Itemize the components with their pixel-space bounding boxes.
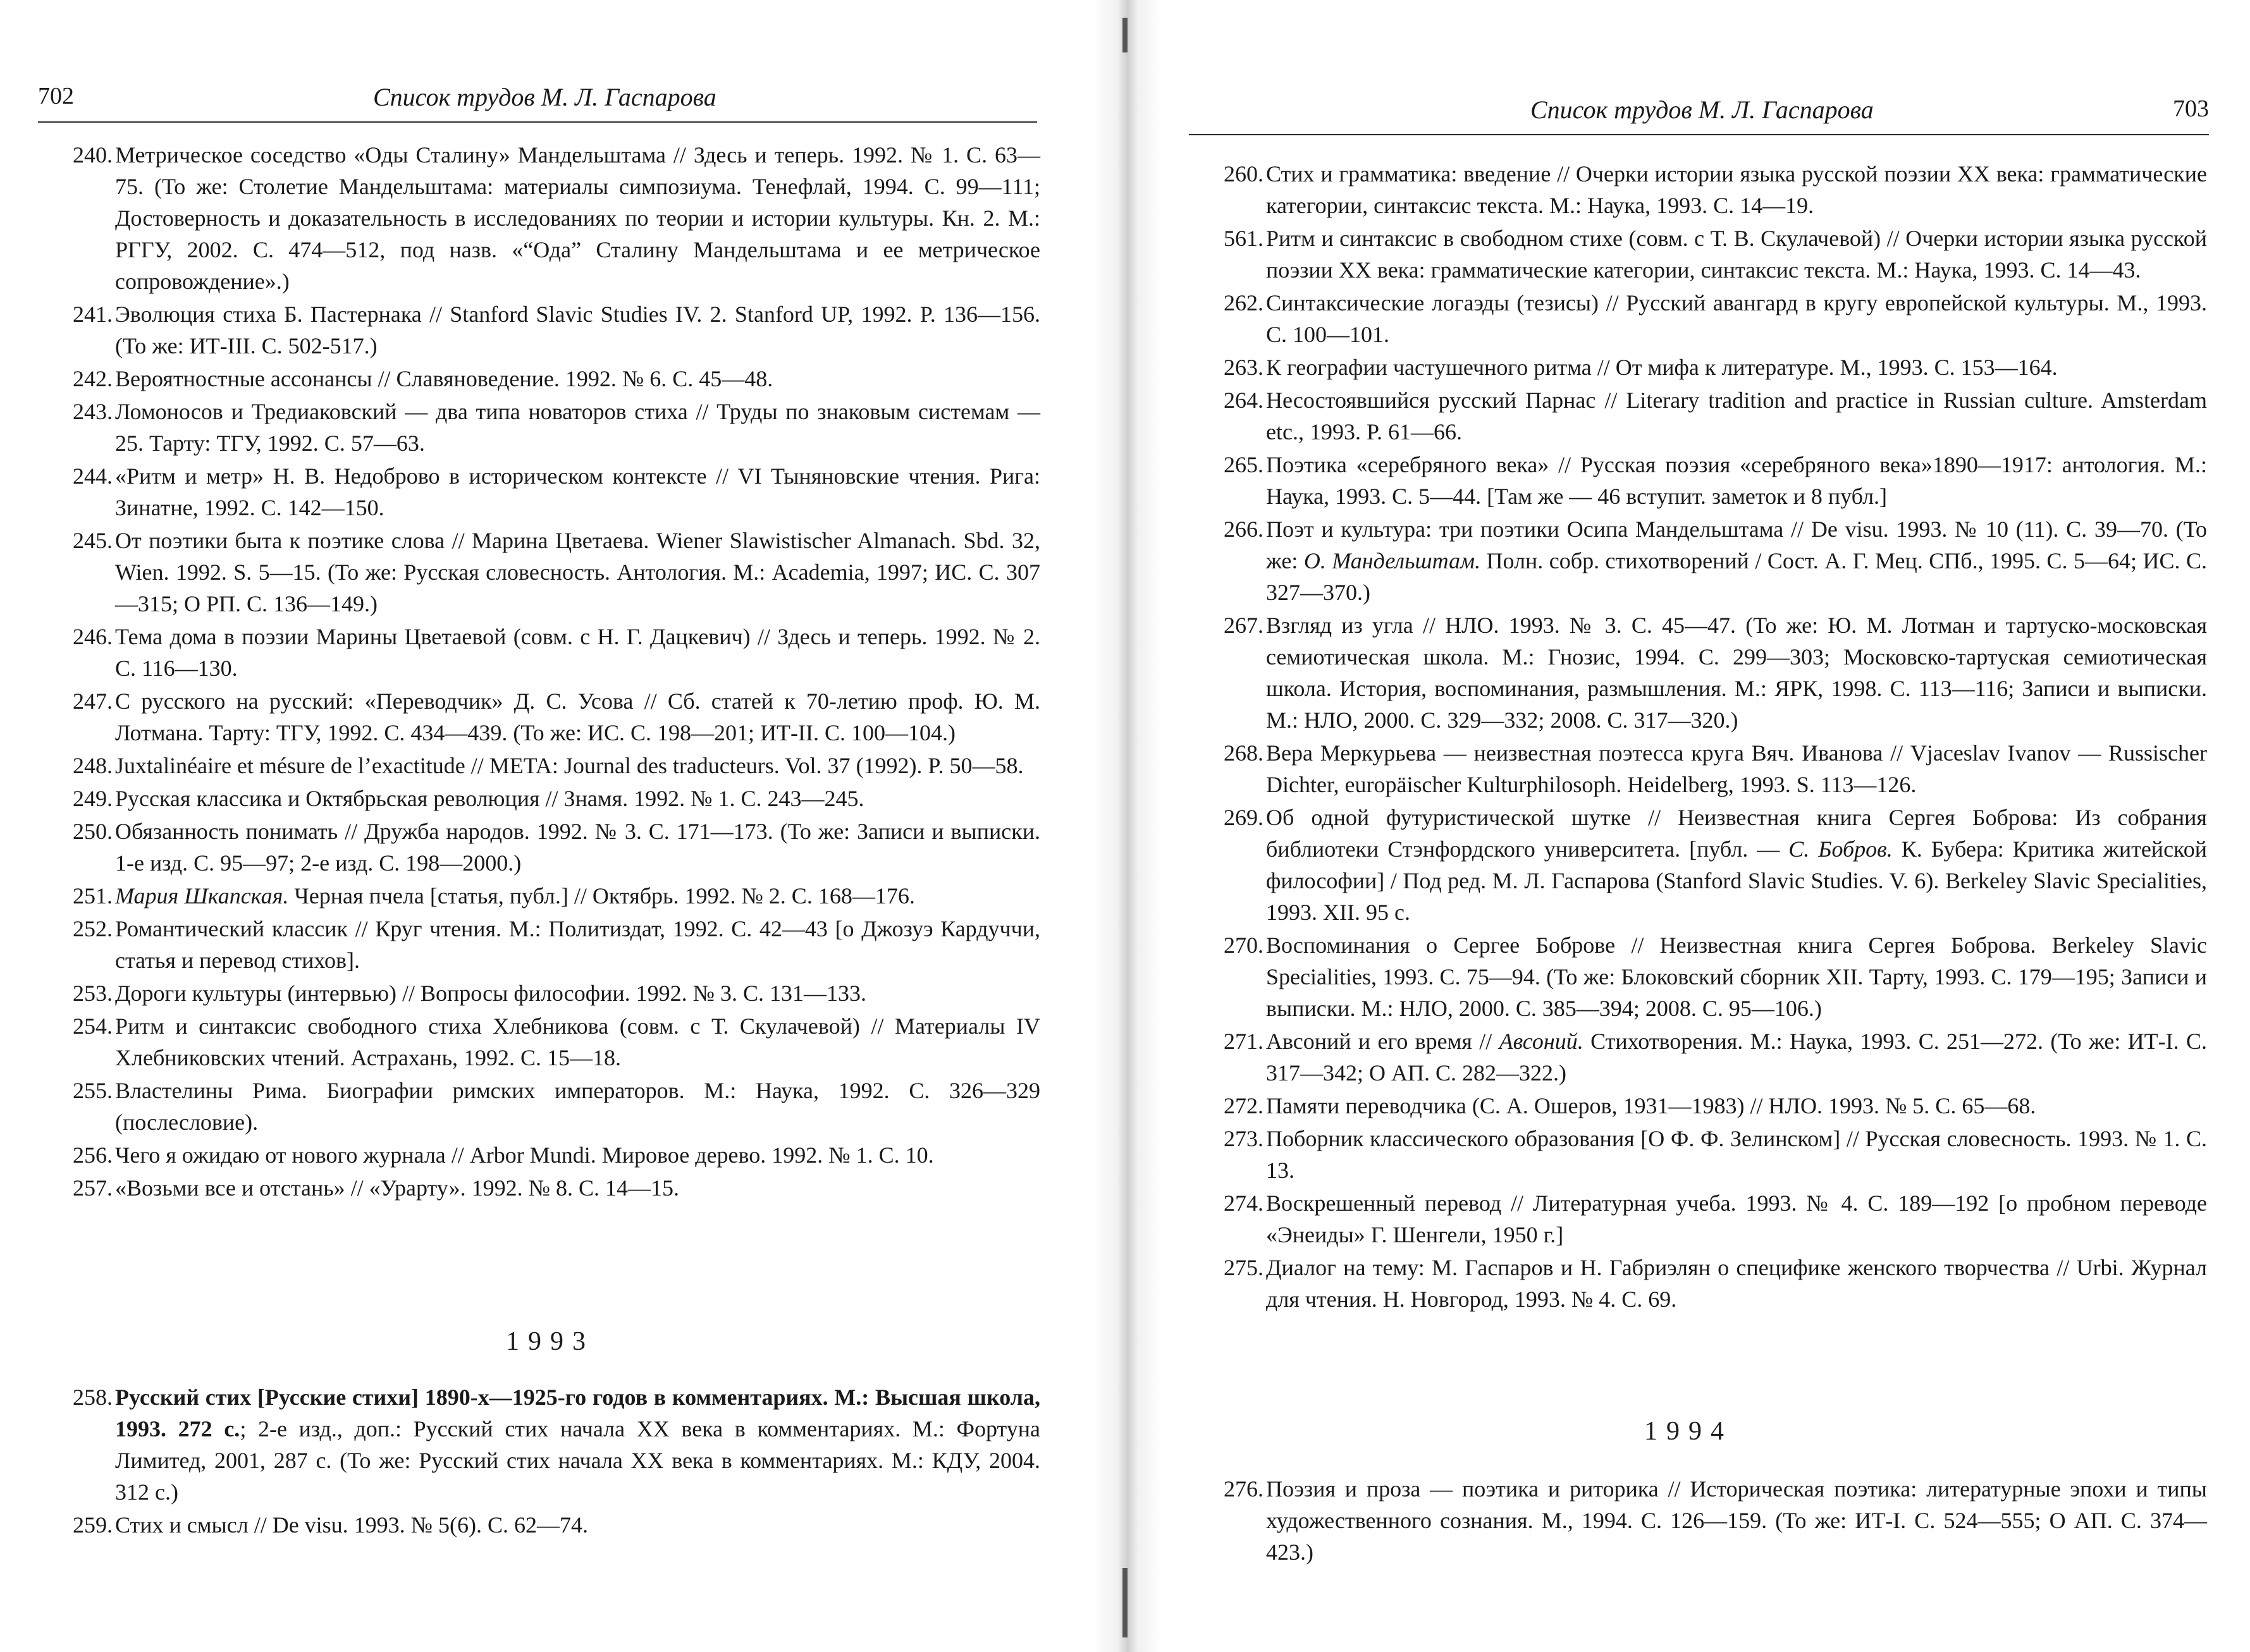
entry-number: 268. [1224,740,1263,766]
entry-number: 258. [73,1385,113,1410]
entry-text: Авсоний и его время // [1266,1029,1499,1054]
entry-number: 253. [73,981,113,1006]
entry-number: 264. [1224,388,1263,413]
entry-text: Поэт и культура: три поэтики Осипа Мандельштама // De visu. 1993. № 10 (11). С. 39—70. (То же: [1266,517,2207,573]
bibliography-entry [38,1509,1040,1541]
bibliography-entry [38,913,1040,976]
entry-text: Дороги культуры (интервью) // Вопросы философии. 1992. № 3. С. 131—133. [115,981,866,1006]
entry-number: 274. [1224,1190,1263,1216]
bibliography-entry [38,396,1040,459]
bibliography-entry [1189,929,2207,1024]
entry-number: 250. [73,819,113,844]
entry-number: 561. [1224,226,1263,251]
entry-number: 243. [73,399,113,424]
bibliography-entry [1189,1187,2207,1251]
page-number: 703 [2173,95,2209,122]
entry-number: 241. [73,302,113,327]
entry-text: К географии частушечного ритма // От мифа к литературе. М., 1993. С. 153—164. [1266,355,2058,380]
entry-number: 242. [73,366,113,391]
bibliography-entry [1189,1123,2207,1186]
entry-number: 269. [1224,805,1263,830]
bibliography-entry [38,621,1040,684]
entry-number: 262. [1224,290,1263,315]
entry-text: Метрическое соседство «Оды Сталину» Мандельштама // Здесь и теперь. 1992. № 1. С. 63—75. (То же: Столетие Мандельштама: материалы симпозиума. Тенефлай, 1994. С. 99—111; Достоверность и доказательность в исследованиях по теории и истории культуры. Кн. 2. М.: РГГУ, 2002. С. 474—512, под назв. «“Ода” Сталину Мандельштама и ее метрическое сопровождение».) [115,142,1040,294]
entry-number: 256. [73,1142,113,1168]
bibliography-entry [38,816,1040,879]
spine-mark-bottom [1122,1568,1128,1637]
entry-number: 246. [73,624,113,649]
entry-text: Воспоминания о Сергее Боброве // Неизвестная книга Сергея Боброва. Berkeley Slavic Specialities, 1993. С. 75—94. (То же: Блоковский сборник XII. Тарту, 1993. С. 179—195; Записи и выписки. М.: НЛО, 2000. С. 385—394; 2008. С. 95—106.) [1266,933,2207,1021]
entry-text: Властелины Рима. Биографии римских императоров. М.: Наука, 1992. С. 326—329 (послесловие). [115,1078,1040,1135]
entry-text: Обязанность понимать // Дружба народов. 1992. № 3. С. 171—173. (То же: Записи и выписки. 1-е изд. С. 95—97; 2-е изд. С. 198—2000.) [115,819,1040,876]
entry-text: Романтический классик // Круг чтения. М.: Политиздат, 1992. С. 42—43 [о Джозуэ Кардуччи, статья и перевод стихов]. [115,916,1040,973]
entry-text: Стих и грамматика: введение // Очерки истории языка русской поэзии XX века: грамматические категории, синтаксис текста. М.: Наука, 1993. С. 14—19. [1266,161,2207,218]
bibliography-entry [38,1172,1040,1204]
entry-text: Несостоявшийся русский Парнас // Literary tradition and practice in Russian culture. Amsterdam etc., 1993. P. 61—66. [1266,388,2207,444]
entry-number: 247. [73,688,113,714]
bibliography-entry [38,1010,1040,1074]
entry-number: 276. [1224,1476,1263,1502]
bibliography-entry [1189,1473,2207,1568]
entry-text: От поэтики быта к поэтике слова // Марина Цветаева. Wiener Slawistischer Almanach. Sbd. 32, Wien. 1992. S. 5—15. (То же: Русская словесность. Антология. М.: Academia, 1997; ИС. С. 307—315; О РП. С. 136—149.) [115,528,1040,616]
right-page-header [1157,95,2250,139]
header-rule [1189,134,2209,135]
bibliography-entry [38,1139,1040,1171]
entry-text: Тема дома в поэзии Марины Цветаевой (совм. с Н. Г. Дацкевич) // Здесь и теперь. 1992. № 2. С. 116—130. [115,624,1040,681]
entry-number: 240. [73,142,113,168]
entry-text: Ритм и синтаксис в свободном стихе (совм. с Т. В. Скулачевой) // Очерки истории языка русской поэзии XX века: грамматические категории, синтаксис текста. М.: Наука, 1993. С. 14—43. [1266,226,2207,283]
entry-text: «Возьми все и отстань» // «Урарту». 1992. № 8. С. 14—15. [115,1175,680,1201]
bibliography-entry [38,750,1040,781]
entry-number: 244. [73,463,113,489]
entry-text: Стих и смысл // De visu. 1993. № 5(6). С. 62—74. [115,1512,589,1538]
bibliography-entry [38,363,1040,395]
bibliography-entry [1189,1025,2207,1089]
bibliography-entry [38,298,1040,362]
bibliography-entry [1189,802,2207,928]
bibliography-list [38,1381,1040,1542]
bibliography-list [1189,1473,2207,1569]
entry-number: 255. [73,1078,113,1103]
entry-number: 275. [1224,1255,1263,1280]
entry-text: Синтаксические логаэды (тезисы) // Русский авангард в кругу европейской культуры. М., 1993. С. 100—101. [1266,290,2207,347]
entry-number: 273. [1224,1126,1263,1151]
entry-text: Поэзия и проза — поэтика и риторика // Историческая поэтика: литературные эпохи и типы художественного сознания. М., 1994. С. 126—159. (То же: ИТ-I. С. 524—555; О АП. С. 374—423.) [1266,1476,2207,1565]
entry-number: 252. [73,916,113,941]
year-heading: 1993 [506,1327,594,1356]
entry-author: О. Мандельштам. [1303,548,1481,573]
entry-number: 260. [1224,161,1263,187]
bibliography-entry [1189,158,2207,221]
bibliography-entry [1189,1090,2207,1122]
bibliography-list [1189,158,2207,1316]
bibliography-entry [1189,449,2207,512]
entry-number: 263. [1224,355,1263,380]
entry-text: Стихотворения. М.: Наука, 1993. С. 251—272. (То же: ИТ-I. С. 317—342; О АП. С. 282—322.) [1266,1029,2207,1086]
entry-number: 271. [1224,1029,1263,1054]
entry-text: Диалог на тему: М. Гаспаров и Н. Габриэлян о специфике женского творчества // Urbi. Журнал для чтения. Н. Новгород, 1993. № 4. С. 69. [1266,1255,2207,1312]
entry-text: Воскрешенный перевод // Литературная учеба. 1993. № 4. С. 189—192 [о пробном переводе «Энеиды» Г. Шенгели, 1950 г.] [1266,1190,2207,1247]
entry-text: Ломоносов и Тредиаковский — два типа новаторов стиха // Труды по знаковым системам — 25. Тарту: ТГУ, 1992. С. 57—63. [115,399,1040,456]
bibliography-entry [38,685,1040,749]
year-heading: 1994 [1644,1417,1733,1446]
bibliography-entry [1189,737,2207,800]
entry-text: Черная пчела [статья, публ.] // Октябрь. 1992. № 2. С. 168—176. [288,883,915,909]
bibliography-entry [38,460,1040,523]
entry-number: 267. [1224,613,1263,638]
page-number: 702 [38,83,74,109]
entry-author: Авсоний. [1499,1029,1583,1054]
entry-text: С русского на русский: «Переводчик» Д. С. Усова // Сб. статей к 70-летию проф. Ю. М. Лотмана. Тарту: ТГУ, 1992. С. 434—439. (То же: ИС. С. 198—201; ИТ-II. С. 100—104.) [115,688,1040,745]
bibliography-entry [38,783,1040,814]
entry-text: Поборник классического образования [О Ф. Ф. Зелинском] // Русская словесность. 1993. № 1. С. 13. [1266,1126,2207,1183]
header-rule [38,121,1037,123]
entry-text: ; 2-е изд., доп.: Русский стих начала XX века в комментариях. М.: Фортуна Лимитед, 2001, 287 с. (То же: Русский стих начала XX века в комментариях. М.: КДУ, 2004. 312 с.) [115,1416,1041,1505]
entry-number: 265. [1224,452,1263,477]
entry-author: С. Бобров. [1788,836,1893,862]
bibliography-entry [1189,384,2207,448]
entry-number: 254. [73,1013,113,1039]
entry-text: Juxtalinéaire et mésure de l’exactitude // META: Journal des traducteurs. Vol. 37 (1992). P. 50—58. [115,753,1024,778]
running-head: Список трудов М. Л. Гаспарова [373,83,716,111]
entry-text: Русская классика и Октябрьская революция // Знамя. 1992. № 1. С. 243—245. [115,786,864,811]
running-head: Список трудов М. Л. Гаспарова [1530,95,1874,124]
entry-number: 259. [73,1512,113,1538]
entry-text: Взгляд из угла // НЛО. 1993. № 3. С. 45—47. (То же: Ю. М. Лотман и тартуско-московская семиотическая школа. М.: Гнозис, 1994. С. 299—303; Московско-тартуская семиотическая школа. История, воспоминания, размышления. М.: ЯРК, 1998. С. 113—116; Записи и выписки. М.: НЛО, 2000. С. 329—332; 2008. С. 317—320.) [1266,613,2207,733]
left-page [0,0,1100,1652]
entry-number: 272. [1224,1093,1263,1118]
bibliography-entry [38,977,1040,1009]
entry-number: 245. [73,528,113,553]
bibliography-entry [1189,223,2207,286]
bibliography-entry [38,525,1040,620]
bibliography-entry [1189,1252,2207,1315]
entry-text: Об одной футуристической шутке // Неизвестная книга Сергея Боброва: Из собрания библиотеки Стэнфордского университета. [публ. — [1266,805,2207,862]
entry-text: Памяти переводчика (С. А. Ошеров, 1931—1983) // НЛО. 1993. № 5. С. 65—68. [1266,1093,2036,1118]
entry-text: Ритм и синтаксис свободного стиха Хлебникова (совм. с Т. Скулачевой) // Материалы IV Хлебниковских чтений. Астрахань, 1992. С. 15—18. [115,1013,1040,1070]
bibliography-entry [38,1381,1040,1508]
bibliography-entry [38,880,1040,912]
book-spine [1093,0,1162,1652]
entry-book-title: Русский стих [Русские стихи] 1890-х—1925-го годов в комментариях. М.: Высшая школа, 1993. 272 с. [115,1385,1040,1441]
entry-number: 251. [73,883,113,909]
entry-number: 270. [1224,933,1263,958]
bibliography-entry [38,139,1040,297]
spine-mark-top [1122,18,1128,52]
entry-number: 248. [73,753,113,778]
bibliography-list [38,139,1040,1205]
entry-text: Поэтика «серебряного века» // Русская поэзия «серебряного века»1890—1917: антология. М.: Наука, 1993. С. 5—44. [Там же — 46 вступит. заметок и 8 публ.] [1266,452,2207,509]
bibliography-entry [1189,609,2207,736]
entry-text: Чего я ожидаю от нового журнала // Arbor Mundi. Мировое дерево. 1992. № 1. С. 10. [115,1142,934,1168]
entry-number: 249. [73,786,113,811]
bibliography-entry [38,1075,1040,1138]
right-page [1157,0,2250,1652]
entry-number: 257. [73,1175,113,1201]
bibliography-entry [1189,352,2207,383]
entry-author: Мария Шкапская. [115,883,289,909]
entry-text: «Ритм и метр» Н. В. Недоброво в историческом контексте // VI Тыняновские чтения. Рига: Зинатне, 1992. С. 142—150. [115,463,1040,520]
entry-number: 266. [1224,517,1263,542]
left-page-header [0,82,1100,126]
entry-text: Вера Меркурьева — неизвестная поэтесса круга Вяч. Иванова // Vjaceslav Ivanov — Russischer Dichter, europäischer Kulturphilosoph. Heidelberg, 1993. S. 113—126. [1266,740,2207,797]
bibliography-entry [1189,513,2207,608]
entry-text: К. Бубера: Критика житейской философии] / Под ред. М. Л. Гаспарова (Stanford Slavic Studies. V. 6). Berkeley Slavic Specialities, 1993. XII. 95 с. [1266,836,2207,925]
entry-text: Эволюция стиха Б. Пастернака // Stanford Slavic Studies IV. 2. Stanford UP, 1992. P. 136—156. (То же: ИТ-III. С. 502-517.) [115,302,1040,358]
entry-text: Полн. собр. стихотворений / Сост. А. Г. Мец. СПб., 1995. С. 5—64; ИС. С. 327—370.) [1266,548,2207,605]
bibliography-entry [1189,287,2207,350]
entry-text: Вероятностные ассонансы // Славяноведение. 1992. № 6. С. 45—48. [115,366,773,391]
